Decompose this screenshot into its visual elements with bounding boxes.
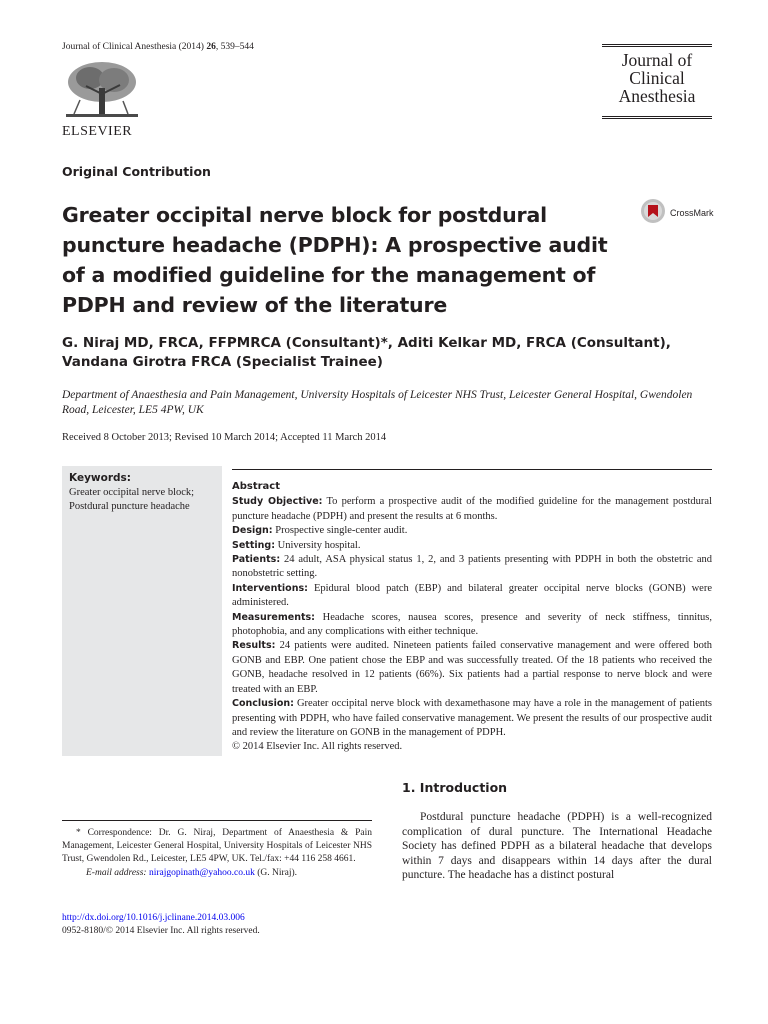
doi-block: [62, 912, 260, 938]
objective-label: Study Objective:: [232, 496, 323, 508]
footnote-divider: [62, 820, 372, 821]
abstract-objective: [232, 495, 712, 524]
keywords-heading: Keywords:: [69, 472, 131, 484]
crossmark-label: CrossMark: [670, 208, 714, 218]
masthead-line-2: Clinical: [629, 68, 685, 88]
abstract-setting: [232, 539, 712, 553]
journal-reference: [62, 42, 254, 52]
keyword-item: Greater occipital nerve block;: [69, 487, 195, 498]
setting-label: Setting:: [232, 539, 275, 551]
affiliation: Department of Anaesthesia and Pain Management, University Hospitals of Leicester NHS Trust, Leicester General Hospital, Gwendolen Road, Leicester, LE5 4PW, UK: [62, 389, 693, 416]
email-line: [62, 867, 372, 880]
doi-link[interactable]: http://dx.doi.org/10.1016/j.jclinane.2014.03.006: [62, 913, 245, 923]
abstract-measurements: [232, 611, 712, 640]
patients-label: Patients:: [232, 554, 281, 566]
abstract-results: [232, 639, 712, 697]
article-type: Original Contribution: [62, 164, 211, 179]
crossmark-icon: [640, 198, 666, 229]
abstract-design: [232, 524, 712, 538]
conclusion-text: Greater occipital nerve block with dexamethasone may have a role in the management of patients presenting with PDPH, who have failed conservative management. We present the results of our prospective audit and review the literature on GONB in the management of PDPH.: [232, 698, 712, 738]
introduction-heading: 1. Introduction: [402, 780, 508, 795]
masthead-line-3: Anesthesia: [618, 86, 696, 106]
results-label: Results:: [232, 640, 276, 652]
introduction-paragraph: Postdural puncture headache (PDPH) is a well-recognized complication of dural puncture. The International Headache Society has defined PDPH as a bilateral headache that develops within 7 days and disappears within 14 days after the dural puncture. The headache has a distinct postural: [402, 811, 712, 881]
abstract: [232, 469, 712, 755]
email-label: E-mail address:: [86, 867, 149, 878]
article-dates: Received 8 October 2013; Revised 10 March 2014; Accepted 11 March 2014: [62, 432, 387, 443]
abstract-heading: Abstract: [232, 481, 281, 492]
setting-text: University hospital.: [275, 539, 361, 551]
article-title: Greater occipital nerve block for postdural puncture headache (PDPH): A prospective audit of a modified guideline for the management of PDPH and review of the literature: [62, 203, 608, 317]
email-link[interactable]: nirajgopinath@yahoo.co.uk: [148, 867, 255, 878]
email-tail: (G. Niraj).: [254, 867, 298, 878]
objective-text: To perform a prospective audit of the modified guideline for the management postdural puncture headache (PDPH) and present the results at 6 months.: [232, 496, 712, 522]
journal-volume: 26: [206, 42, 216, 52]
correspondence-text: * Correspondence: Dr. G. Niraj, Department of Anaesthesia & Pain Management, Leicester General Hospital, University Hospitals of Leicester NHS Trust, Gwendolen Rd., Leicester, LE5 4PW, UK. Tel./fax: +44 116 258 4661.: [62, 828, 372, 865]
measurements-text: Headache scores, nausea scores, presence and severity of neck stiffness, tinnitus, photophobia, and any complications with either technique.: [232, 611, 712, 638]
design-text: Prospective single-center audit.: [272, 525, 408, 537]
journal-ref-text: Journal of Clinical Anesthesia (2014): [62, 42, 207, 52]
abstract-interventions: [232, 582, 712, 611]
interventions-label: Interventions:: [232, 582, 308, 594]
journal-masthead: [602, 44, 712, 119]
patients-text: 24 adult, ASA physical status 1, 2, and 3 patients presenting with PDPH in both the obstetric and nonobstetric setting.: [232, 554, 712, 580]
keyword-item: Postdural puncture headache: [69, 501, 190, 512]
masthead-line-1: Journal of: [621, 50, 693, 70]
keywords-box: [62, 466, 222, 756]
crossmark-button[interactable]: [640, 198, 715, 228]
design-label: Design:: [232, 525, 273, 537]
author-list: G. Niraj MD, FRCA, FFPMRCA (Consultant)*, Aditi Kelkar MD, FRCA (Consultant), Vandana Girotra FRCA (Specialist Trainee): [62, 335, 671, 370]
abstract-patients: [232, 553, 712, 582]
abstract-conclusion: [232, 697, 712, 740]
abstract-copyright: © 2014 Elsevier Inc. All rights reserved.: [232, 741, 403, 753]
correspondence-footnote: [62, 827, 372, 880]
issn-copyright: 0952-8180/© 2014 Elsevier Inc. All rights reserved.: [62, 926, 260, 936]
conclusion-label: Conclusion:: [232, 698, 294, 710]
journal-pages: , 539–544: [215, 42, 254, 52]
measurements-label: Measurements:: [232, 611, 315, 623]
results-text: 24 patients were audited. Nineteen patients failed conservative management and were offered both GONB and EBP. One patient chose the EBP and was successfully treated. Of the 18 patients who received the GONB, headache resolved in 12 patients (66%). Six patients had a partial response to nerve block and were treated with an EBP.: [232, 640, 712, 695]
publisher-name: ELSEVIER: [62, 124, 133, 139]
interventions-text: Epidural blood patch (EBP) and bilateral greater occipital nerve blocks (GONB) were administered.: [232, 582, 712, 609]
